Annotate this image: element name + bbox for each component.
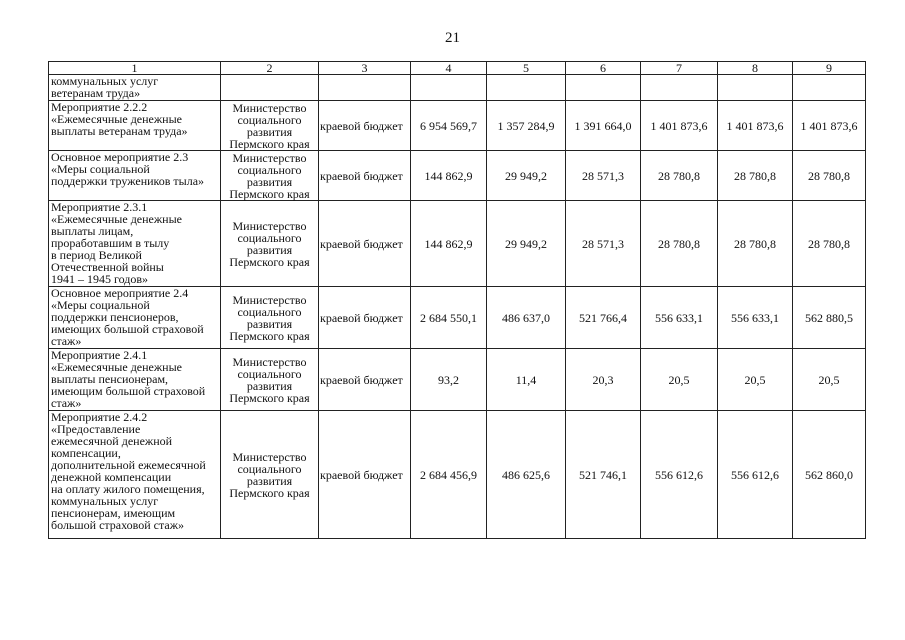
amount-cell: 521 766,4 [566,287,641,349]
amount-cell: 28 780,8 [641,201,718,287]
amount-cell: 6 954 569,7 [411,101,487,151]
amount-cell: 29 949,2 [487,151,566,201]
amount-cell: 556 612,6 [718,411,793,539]
table-row [49,411,866,539]
amount-cell: 486 637,0 [487,287,566,349]
amount-cell: 556 633,1 [641,287,718,349]
amount-cell: 2 684 550,1 [411,287,487,349]
amount-cell: 28 780,8 [793,151,866,201]
budget-table [48,61,866,539]
activity-name-cell: Мероприятие 2.2.2 «Ежемесячные денежные выплаты ветеранам труда» [49,101,221,151]
table-row [49,201,866,287]
amount-cell: 562 880,5 [793,287,866,349]
funding-source-cell [319,75,411,101]
executor-cell: Министерство социального развития Пермского края [221,287,319,349]
table-row [49,75,866,101]
column-number-row [49,62,866,75]
amount-cell: 20,5 [718,349,793,411]
activity-name-cell: Основное мероприятие 2.3 «Меры социальной поддержки тружеников тыла» [49,151,221,201]
executor-cell: Министерство социального развития Пермского края [221,411,319,539]
column-number: 5 [487,62,566,75]
funding-source-cell: краевой бюджет [319,101,411,151]
amount-cell: 1 391 664,0 [566,101,641,151]
amount-cell: 1 401 873,6 [718,101,793,151]
table-row [49,287,866,349]
column-number: 6 [566,62,641,75]
amount-cell [566,75,641,101]
amount-cell: 1 401 873,6 [793,101,866,151]
amount-cell: 2 684 456,9 [411,411,487,539]
funding-source-cell: краевой бюджет [319,349,411,411]
funding-source-cell: краевой бюджет [319,287,411,349]
activity-name-cell: коммунальных услуг ветеранам труда» [49,75,221,101]
amount-cell: 486 625,6 [487,411,566,539]
amount-cell: 29 949,2 [487,201,566,287]
executor-cell: Министерство социального развития Пермского края [221,201,319,287]
amount-cell [793,75,866,101]
amount-cell: 20,5 [641,349,718,411]
amount-cell: 521 746,1 [566,411,641,539]
amount-cell: 93,2 [411,349,487,411]
amount-cell: 20,3 [566,349,641,411]
amount-cell: 28 780,8 [718,201,793,287]
amount-cell: 11,4 [487,349,566,411]
table-row [49,349,866,411]
amount-cell: 144 862,9 [411,201,487,287]
executor-cell: Министерство социального развития Пермского края [221,151,319,201]
amount-cell: 28 571,3 [566,201,641,287]
amount-cell: 1 357 284,9 [487,101,566,151]
executor-cell: Министерство социального развития Пермского края [221,349,319,411]
executor-cell [221,75,319,101]
column-number: 8 [718,62,793,75]
table-row [49,101,866,151]
amount-cell: 28 571,3 [566,151,641,201]
amount-cell: 20,5 [793,349,866,411]
amount-cell: 556 633,1 [718,287,793,349]
amount-cell: 1 401 873,6 [641,101,718,151]
amount-cell: 556 612,6 [641,411,718,539]
funding-source-cell: краевой бюджет [319,411,411,539]
activity-name-cell: Мероприятие 2.3.1 «Ежемесячные денежные выплаты лицам, проработавшим в тылу в период Великой Отечественной войны 1941 – 1945 годов» [49,201,221,287]
amount-cell: 28 780,8 [718,151,793,201]
executor-cell: Министерство социального развития Пермского края [221,101,319,151]
column-number: 7 [641,62,718,75]
funding-source-cell: краевой бюджет [319,151,411,201]
table-row [49,151,866,201]
amount-cell: 28 780,8 [793,201,866,287]
column-number: 4 [411,62,487,75]
amount-cell [411,75,487,101]
column-number: 1 [49,62,221,75]
activity-name-cell: Мероприятие 2.4.2 «Предоставление ежемесячной денежной компенсации, дополнительной ежемесячной денежной компенсации на оплату жилого помещения, коммунальных услуг пенсионерам, имеющим большой страховой стаж» [49,411,221,539]
funding-source-cell: краевой бюджет [319,201,411,287]
amount-cell: 144 862,9 [411,151,487,201]
amount-cell [641,75,718,101]
activity-name-cell: Мероприятие 2.4.1 «Ежемесячные денежные выплаты пенсионерам, имеющим большой страховой стаж» [49,349,221,411]
page-number: 21 [445,30,460,46]
column-number: 2 [221,62,319,75]
amount-cell [718,75,793,101]
amount-cell: 562 860,0 [793,411,866,539]
column-number: 3 [319,62,411,75]
amount-cell [487,75,566,101]
amount-cell: 28 780,8 [641,151,718,201]
column-number: 9 [793,62,866,75]
activity-name-cell: Основное мероприятие 2.4 «Меры социальной поддержки пенсионеров, имеющих большой страховой стаж» [49,287,221,349]
